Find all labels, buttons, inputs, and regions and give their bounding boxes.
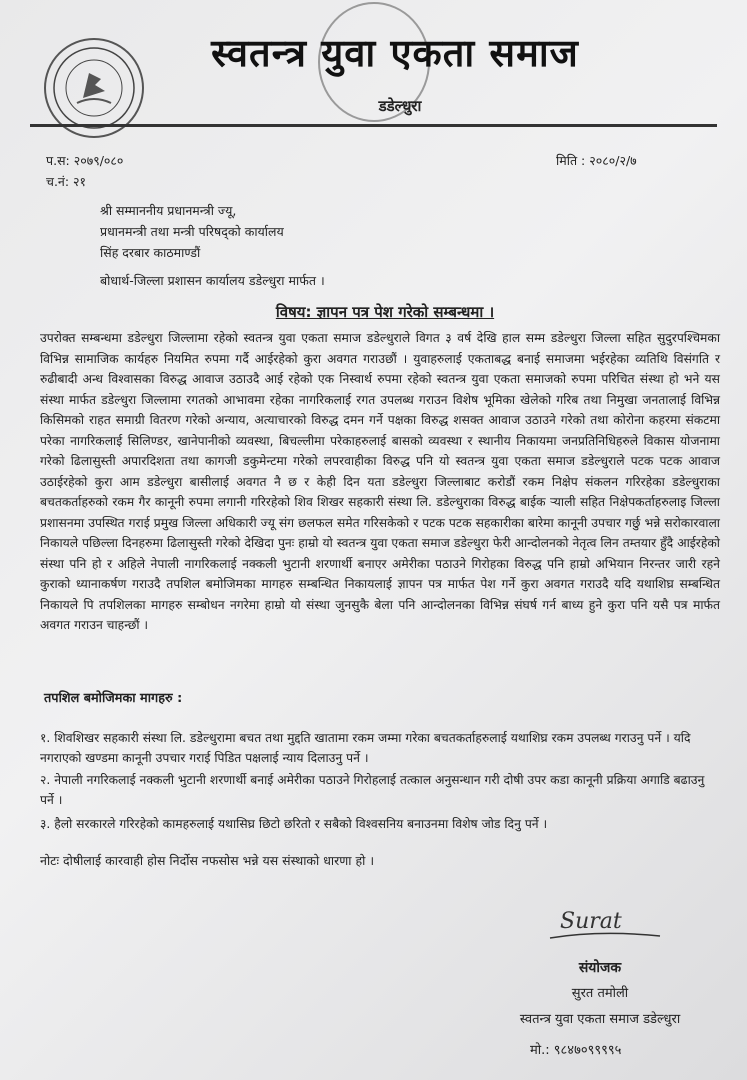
- header-divider: [30, 124, 717, 127]
- letter-subject: विषय: ज्ञापन पत्र पेश गरेको सम्बन्धमा ।: [275, 303, 495, 321]
- address-line-1: श्री सम्माननीय प्रधानमन्त्री ज्यू,: [100, 203, 237, 218]
- letter-body: उपरोक्त सम्बन्धमा डडेल्धुरा जिल्लामा रहेको स्वतन्त्र युवा एकता समाज डडेल्धुराले विगत ३ वर्ष देखि हाल सम्म डडेल्धुरा जिल्ला सहित सुदुरपश्चिमका विभिन्न सामाजिक कार्यहरु नियमित रुपमा गर्दै आईरहेको कुरा अवगत गराउछौं । युवाहरुलाई एकताबद्ध बनाई समाजमा भईरहेका व्यतिथि विसंगति र रुढीबादी अन्ध विश्वासका विरुद्ध आवाज उठाउदै आई रहेको एक निस्वार्थ रुपमा रहेको स्वतन्त्र युवा एकता समाजको रुपमा परिचित संस्था हो भने यस संस्था मार्फत डडेल्धुरा जिल्लामा रगतको आभावमा रहेका नागरिकलाई रगत उपलब्ध गराउन विशेष भूमिका खेलेको गरिब तथा निमुखा जनतालाई विभिन्न किसिमको राहत समाग्री वितरण गरेको अन्याय, अत्याचारको विरुद्ध दमन गर्ने पक्षका विरुद्ध शसक्त आवाज उठाउने गरेको तथा कोरोना कहरमा संकटमा परेका नागरिकलाई सिलिण्डर, खानेपानीको व्यवस्था, बिचल्लीमा परेकाहरुलाई बासको व्यवस्था र स्थानीय निकायमा जनप्रतिनिधिहरुले विकास योजनामा गरेको ढिलासुस्ती अपारदिशता तथा कागजी डकुमेन्टमा गरेको लपरवाहीका विरुद्ध पनि यो स्वतन्त्र युवा एकता समाज डडेल्धुराले पटक पटक आवाज उठाईरहेको कुरा आम डडेल्धुरा बासीलाई अवगत नै छ र केही दिन यता डडेल्धुरा जिल्लाबाट करोडौं रकम निक्षेप संकलन गरिरहेका डडेल्धुराका बचतकर्ताहरुको रकम गैर कानूनी रुपमा लगानी गरिरहेको शिव शिखर सहकारी संस्था लि. डडेल्धुराका विरुद्ध बाईक र्‍याली सहित निक्षेपकर्ताहरुलाइ जिल्ला प्रशासनमा उपस्थित गराई प्रमुख जिल्ला अधिकारी ज्यू संग छलफल समेत गरिसकेको र पटक पटक सहकारीका बारेमा कानूनी उपचार गर्छु भन्ने सरोकारवाला निकायले पछिल्ला दिनहरुमा ढिलासुस्ती गरेको देखिदा पुनः हाम्रो यो स्वतन्त्र युवा एकता समाज डडेल्धुरा फेरी आन्दोलनको नेतृत्व लिन तम्तयार हुँदै आईरहेको संस्था पनि हो र अहिले नेपाली नागरिकलाई नक्कली भुटानी शरणार्थी बनाएर अमेरीका पठाउने गिरोहका विरुद्ध पनि हाम्रो अभियान निरन्तर जारी रहने कुराको ध्यानाकर्षण गराउदै तपशिल बमोजिमका मागहरु सम्बन्धित निकायलाई ज्ञापन पत्र मार्फत पेश गर्ने कुरा अवगत गराउदै यदि यथाशिघ्र सम्बन्धित निकायले पि तपशिलका मागहरु सम्बोधन नगरेमा हाम्रो यो संस्था जुनसुकै बेला पनि आन्दोलनका विभिन्न संघर्ष गर्न बाध्य हुने कुरा पनि यसै पत्र मार्फत अवगत गराउन चाहन्छौं ।: [40, 331, 721, 632]
- signature-script: Surat: [560, 909, 622, 934]
- letterhead-place: डडेल्धुरा: [378, 97, 422, 115]
- handwritten-signature: [540, 900, 690, 945]
- demand-item-1: १. शिवशिखर सहकारी संस्था लि. डडेल्धुरामा बचत तथा मुद्दति खातामा रकम जम्मा गरेका बचतकर्ताहरुलाई यथाशिघ्र रकम उपलब्ध गराउनु पर्ने । यदि नगराएको खण्डमा कानूनी उपचार गराई पिडित पक्षलाई न्याय दिलाउनु पर्ने ।: [40, 731, 691, 765]
- signature-block: [470, 955, 730, 1033]
- demand-item-2: २. नेपाली नगरिकलाई नक्कली भुटानी शरणार्थी बनाई अमेरीका पठाउने गिरोहलाई तत्काल अनुसन्धान गरी दोषी उपर कडा कानूनी प्रक्रिया अगाडि बढाउनु पर्ने ।: [40, 773, 705, 807]
- signatory-phone: मो.: ९८४७०९९९९५: [530, 1043, 622, 1058]
- signatory-organization: स्वतन्त्र युवा एकता समाज डडेल्धुरा: [519, 1012, 681, 1027]
- demand-item-3: ३. हैलो सरकारले गरिरहेको कामहरुलाई यथासिघ्र छिटो छरितो र सबैको विश्वसनिय बनाउनमा विशेष जोड दिनु पर्ने ।: [40, 817, 548, 831]
- address-bodhartha: बोधार्थ-जिल्ला प्रशासन कार्यालय डडेल्धुरा मार्फत ।: [100, 273, 325, 288]
- demands-heading: तपशिल बमोजिमका मागहरु :: [44, 691, 183, 706]
- organization-seal-icon: [44, 38, 144, 138]
- letter-note: नोटः दोषीलाई कारवाही होस निर्दोस नफसोस भन्ने यस संस्थाको धारणा हो ।: [40, 853, 375, 868]
- signatory-role: संयोजक: [578, 960, 622, 976]
- address-line-2: प्रधानमन्त्री तथा मन्त्री परिषद्को कार्यालय: [100, 224, 284, 239]
- reference-cn: च.नं: २१: [46, 174, 87, 189]
- reference-ps: प.स: २०७९/०८०: [46, 153, 124, 168]
- signatory-name: सुरत तमोली: [571, 986, 629, 1001]
- letterhead-title: स्वतन्त्र युवा एकता समाज: [211, 30, 579, 75]
- letter-date: मिति : २०८०/२/७: [556, 153, 637, 168]
- address-line-3: सिंह दरबार काठमाण्डौं: [100, 245, 201, 260]
- seal-graphic: [49, 43, 139, 133]
